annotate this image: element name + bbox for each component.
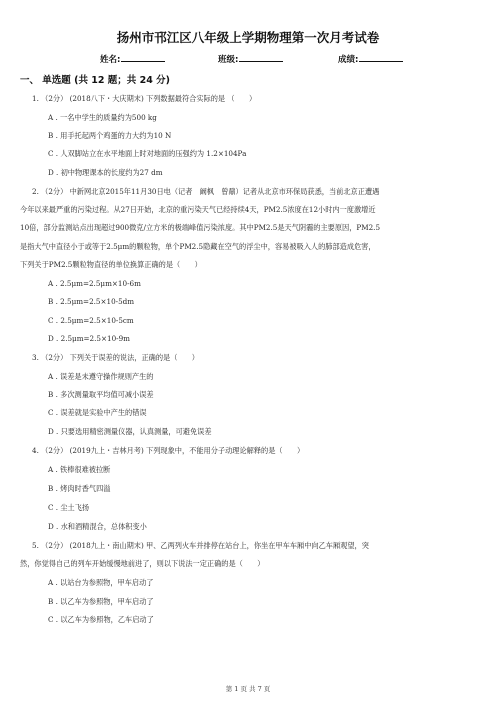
question-4-option-d: D . 水和酒精混合，总体积变小 (48, 522, 147, 531)
score-field (338, 52, 403, 65)
question-2-stem-line-4: 是指大气中直径小于或等于2.5μm的颗粒物，单个PM2.5隐藏在空气的浮尘中，容易被吸入人的肺部造成危害， (20, 242, 376, 251)
question-5-option-a: A . 以站台为参照物，甲车启动了 (48, 578, 154, 587)
question-2-stem-line-3: 10倍，部分监测站点出现超过900微克/立方米的极端峰值污染浓度。其中PM2.5是天气阴霾的主要原因，PM2.5 (20, 223, 381, 232)
question-2-stem-line-2: 今年以来最严重的污染过程。从27日开始，北京的重污染天气已经持续4天，PM2.5浓度在12小时内一度激增近 (20, 205, 376, 214)
question-1-option-d: D . 初中物理课本的长度约为27 dm (48, 168, 163, 177)
question-2-option-c: C . 2.5μm=2.5×10-5cm (48, 316, 134, 325)
name-field (100, 52, 165, 65)
question-4-option-a: A . 铁棒很难被拉断 (48, 465, 111, 474)
question-4-stem: 4. （2分） (2019九上・吉林月考) 下列现象中，不能用分子动理论解释的是（ ） (32, 446, 305, 455)
question-3-option-b: B . 多次测量取平均值可减小误差 (48, 390, 154, 399)
name-label: 姓名: (100, 55, 121, 65)
question-3-option-c: C . 误差就是实验中产生的错误 (48, 408, 147, 417)
name-blank (121, 52, 165, 62)
class-field (218, 52, 283, 65)
question-2-option-d: D . 2.5μm=2.5×10-9m (48, 334, 130, 343)
score-label: 成绩: (338, 55, 359, 65)
class-label: 班级: (218, 55, 239, 65)
question-3-option-a: A . 误差是未遵守操作规则产生的 (48, 372, 154, 381)
question-5-option-c: C . 以乙车为参照物，乙车启动了 (48, 615, 154, 624)
question-1-stem: 1. （2分） (2018八下・大庆期末) 下列数据最符合实际的是 （ ） (32, 94, 257, 103)
question-1-option-a: A . 一名中学生的质量约为500 kg (48, 113, 157, 122)
question-2-stem-line-1: 2. （2分） 中新网北京2015年11月30日电（记者 阚枫 曾鼐）记者从北京市环保局获悉，当前北京正遭遇 (32, 187, 380, 196)
score-blank (359, 52, 403, 62)
exam-title: 扬州市邗江区八年级上学期物理第一次月考试卷 (116, 30, 380, 45)
class-blank (239, 52, 283, 62)
question-3-stem: 3. （2分） 下列关于误差的说法，正确的是（ ） (32, 353, 199, 362)
question-2-stem-line-5: 下列关于PM2.5颗粒物直径的单位换算正确的是（ ） (20, 260, 202, 269)
question-1-option-b: B . 用手托起两个鸡蛋的力大约为10 N (48, 131, 172, 140)
question-1-option-c: C . 人双脚站立在水平地面上时对地面的压强约为 1.2×104Pa (48, 149, 247, 158)
question-4-option-c: C . 尘土飞扬 (48, 503, 90, 512)
page-footer: 第 1 页 共 7 页 (225, 685, 271, 693)
question-3-option-d: D . 只要选用精密测量仪器，认真测量，可避免误差 (48, 427, 212, 436)
question-4-option-b: B . 烤肉时香气四溢 (48, 484, 111, 493)
question-5-stem-line-2: 然，你觉得自己的列车开始缓慢地前进了，则以下说法一定正确的是（ ） (20, 559, 265, 568)
question-2-option-b: B . 2.5μm=2.5×10-5dm (48, 297, 135, 306)
question-5-stem-line-1: 5. （2分） (2018九上・南山期末) 甲、乙两列火车并排停在站台上，你坐在甲车车厢中向乙车厢观望，突 (32, 541, 369, 550)
student-info-row (100, 52, 430, 66)
question-5-option-b: B . 以乙车为参照物，甲车启动了 (48, 597, 154, 606)
section-heading: 一、 单选题 (共 12 题；共 24 分) (20, 75, 170, 86)
question-2-option-a: A . 2.5μm=2.5μm×10-6m (48, 279, 141, 288)
